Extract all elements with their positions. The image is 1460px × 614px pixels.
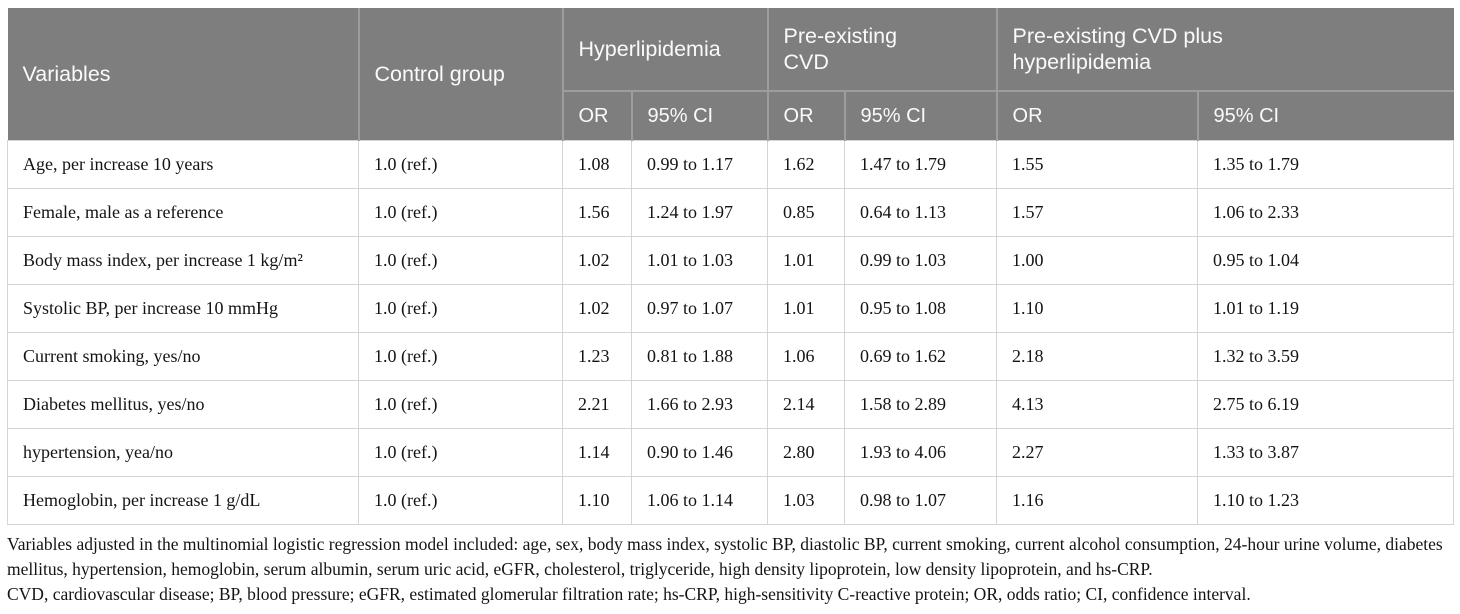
results-table-container	[7, 8, 1454, 525]
cell-variable: Current smoking, yes/no	[8, 333, 359, 381]
cell-ci-hyperlipidemia: 1.06 to 1.14	[632, 477, 768, 525]
header-group-preexisting-cvd	[768, 8, 997, 91]
cell-ci-cvd-plus-hyperlipidemia: 1.32 to 3.59	[1198, 333, 1454, 381]
subheader-ci-cvd-plus-hyperlipidemia: 95% CI	[1198, 91, 1454, 141]
cell-or-hyperlipidemia: 1.10	[563, 477, 632, 525]
cell-control-group: 1.0 (ref.)	[359, 429, 563, 477]
cell-ci-hyperlipidemia: 0.97 to 1.07	[632, 285, 768, 333]
cell-ci-preexisting-cvd: 0.98 to 1.07	[845, 477, 997, 525]
cell-ci-cvd-plus-hyperlipidemia: 1.10 to 1.23	[1198, 477, 1454, 525]
cell-or-preexisting-cvd: 1.06	[768, 333, 845, 381]
cell-or-hyperlipidemia: 2.21	[563, 381, 632, 429]
cell-ci-cvd-plus-hyperlipidemia: 1.35 to 1.79	[1198, 141, 1454, 189]
cell-or-preexisting-cvd: 1.03	[768, 477, 845, 525]
cell-or-cvd-plus-hyperlipidemia: 1.00	[997, 237, 1198, 285]
header-control-group-label: Control group	[374, 62, 505, 86]
cell-or-preexisting-cvd: 1.62	[768, 141, 845, 189]
cell-ci-hyperlipidemia: 0.90 to 1.46	[632, 429, 768, 477]
subheader-or-cvd-plus-hyperlipidemia: OR	[997, 91, 1198, 141]
footnote-adjustment-note: Variables adjusted in the multinomial logistic regression model included: age, sex, body mass index, systolic BP, diastolic BP, current smoking, current alcohol consumption, 24-hour urine volume, diabetes mellitus, hypertension, hemoglobin, serum albumin, serum uric acid, eGFR, cholesterol, triglyceride, high density lipoprotein, low density lipoprotein, and hs-CRP.	[7, 534, 1443, 579]
header-group-hyperlipidemia-label: Hyperlipidemia	[578, 37, 721, 61]
cell-control-group: 1.0 (ref.)	[359, 285, 563, 333]
cell-or-hyperlipidemia: 1.23	[563, 333, 632, 381]
cell-control-group: 1.0 (ref.)	[359, 381, 563, 429]
cell-or-hyperlipidemia: 1.02	[563, 285, 632, 333]
cell-or-cvd-plus-hyperlipidemia: 4.13	[997, 381, 1198, 429]
cell-or-preexisting-cvd: 1.01	[768, 285, 845, 333]
table-row	[8, 429, 1454, 477]
cell-or-cvd-plus-hyperlipidemia: 1.16	[997, 477, 1198, 525]
cell-ci-cvd-plus-hyperlipidemia: 0.95 to 1.04	[1198, 237, 1454, 285]
header-variables	[8, 8, 359, 141]
table-row	[8, 237, 1454, 285]
table-row	[8, 285, 1454, 333]
cell-control-group: 1.0 (ref.)	[359, 237, 563, 285]
cell-variable: Systolic BP, per increase 10 mmHg	[8, 285, 359, 333]
cell-ci-hyperlipidemia: 1.66 to 2.93	[632, 381, 768, 429]
cell-control-group: 1.0 (ref.)	[359, 141, 563, 189]
cell-ci-cvd-plus-hyperlipidemia: 2.75 to 6.19	[1198, 381, 1454, 429]
cell-control-group: 1.0 (ref.)	[359, 333, 563, 381]
subheader-ci-hyperlipidemia: 95% CI	[632, 91, 768, 141]
cell-or-hyperlipidemia: 1.56	[563, 189, 632, 237]
subheader-or-preexisting-cvd: OR	[768, 91, 845, 141]
cell-ci-cvd-plus-hyperlipidemia: 1.06 to 2.33	[1198, 189, 1454, 237]
cell-or-preexisting-cvd: 1.01	[768, 237, 845, 285]
cell-ci-preexisting-cvd: 1.58 to 2.89	[845, 381, 997, 429]
cell-ci-preexisting-cvd: 0.64 to 1.13	[845, 189, 997, 237]
table-row	[8, 333, 1454, 381]
header-control-group	[359, 8, 563, 141]
cell-ci-preexisting-cvd: 0.99 to 1.03	[845, 237, 997, 285]
header-group-row	[8, 8, 1454, 91]
cell-or-cvd-plus-hyperlipidemia: 2.18	[997, 333, 1198, 381]
cell-ci-hyperlipidemia: 0.81 to 1.88	[632, 333, 768, 381]
table-body	[8, 141, 1454, 525]
cell-or-cvd-plus-hyperlipidemia: 1.57	[997, 189, 1198, 237]
cell-control-group: 1.0 (ref.)	[359, 189, 563, 237]
cell-ci-preexisting-cvd: 1.93 to 4.06	[845, 429, 997, 477]
cell-or-preexisting-cvd: 0.85	[768, 189, 845, 237]
header-group-cvd-plus-hyperlipidemia	[997, 8, 1454, 91]
table-footnotes	[7, 532, 1455, 607]
cell-variable: hypertension, yea/no	[8, 429, 359, 477]
cell-variable: Diabetes mellitus, yes/no	[8, 381, 359, 429]
cell-or-hyperlipidemia: 1.02	[563, 237, 632, 285]
cell-control-group: 1.0 (ref.)	[359, 477, 563, 525]
footnote-abbreviations: CVD, cardiovascular disease; BP, blood pressure; eGFR, estimated glomerular filtration rate; hs-CRP, high-sensitivity C-reactive protein; OR, odds ratio; CI, confidence interval.	[7, 584, 1251, 604]
header-group-hyperlipidemia	[563, 8, 768, 91]
cell-ci-cvd-plus-hyperlipidemia: 1.33 to 3.87	[1198, 429, 1454, 477]
table-row	[8, 141, 1454, 189]
cell-ci-preexisting-cvd: 0.69 to 1.62	[845, 333, 997, 381]
table-row	[8, 477, 1454, 525]
cell-ci-preexisting-cvd: 1.47 to 1.79	[845, 141, 997, 189]
subheader-ci-preexisting-cvd: 95% CI	[845, 91, 997, 141]
cell-variable: Female, male as a reference	[8, 189, 359, 237]
cell-or-preexisting-cvd: 2.80	[768, 429, 845, 477]
cell-ci-preexisting-cvd: 0.95 to 1.08	[845, 285, 997, 333]
cell-or-cvd-plus-hyperlipidemia: 2.27	[997, 429, 1198, 477]
cell-or-cvd-plus-hyperlipidemia: 1.10	[997, 285, 1198, 333]
cell-variable: Age, per increase 10 years	[8, 141, 359, 189]
cell-variable: Body mass index, per increase 1 kg/m²	[8, 237, 359, 285]
regression-results-table	[7, 8, 1454, 525]
table-row	[8, 381, 1454, 429]
cell-variable: Hemoglobin, per increase 1 g/dL	[8, 477, 359, 525]
cell-or-preexisting-cvd: 2.14	[768, 381, 845, 429]
cell-or-hyperlipidemia: 1.08	[563, 141, 632, 189]
header-group-preexisting-cvd-label: Pre-existing CVD	[783, 24, 898, 74]
header-group-cvd-plus-hyperlipidemia-label: Pre-existing CVD plus hyperlipidemia	[1012, 24, 1223, 74]
subheader-or-hyperlipidemia: OR	[563, 91, 632, 141]
header-variables-label: Variables	[22, 62, 111, 86]
table-row	[8, 189, 1454, 237]
table-header	[8, 8, 1454, 141]
cell-or-cvd-plus-hyperlipidemia: 1.55	[997, 141, 1198, 189]
cell-ci-hyperlipidemia: 1.01 to 1.03	[632, 237, 768, 285]
cell-ci-hyperlipidemia: 1.24 to 1.97	[632, 189, 768, 237]
cell-ci-hyperlipidemia: 0.99 to 1.17	[632, 141, 768, 189]
cell-ci-cvd-plus-hyperlipidemia: 1.01 to 1.19	[1198, 285, 1454, 333]
cell-or-hyperlipidemia: 1.14	[563, 429, 632, 477]
